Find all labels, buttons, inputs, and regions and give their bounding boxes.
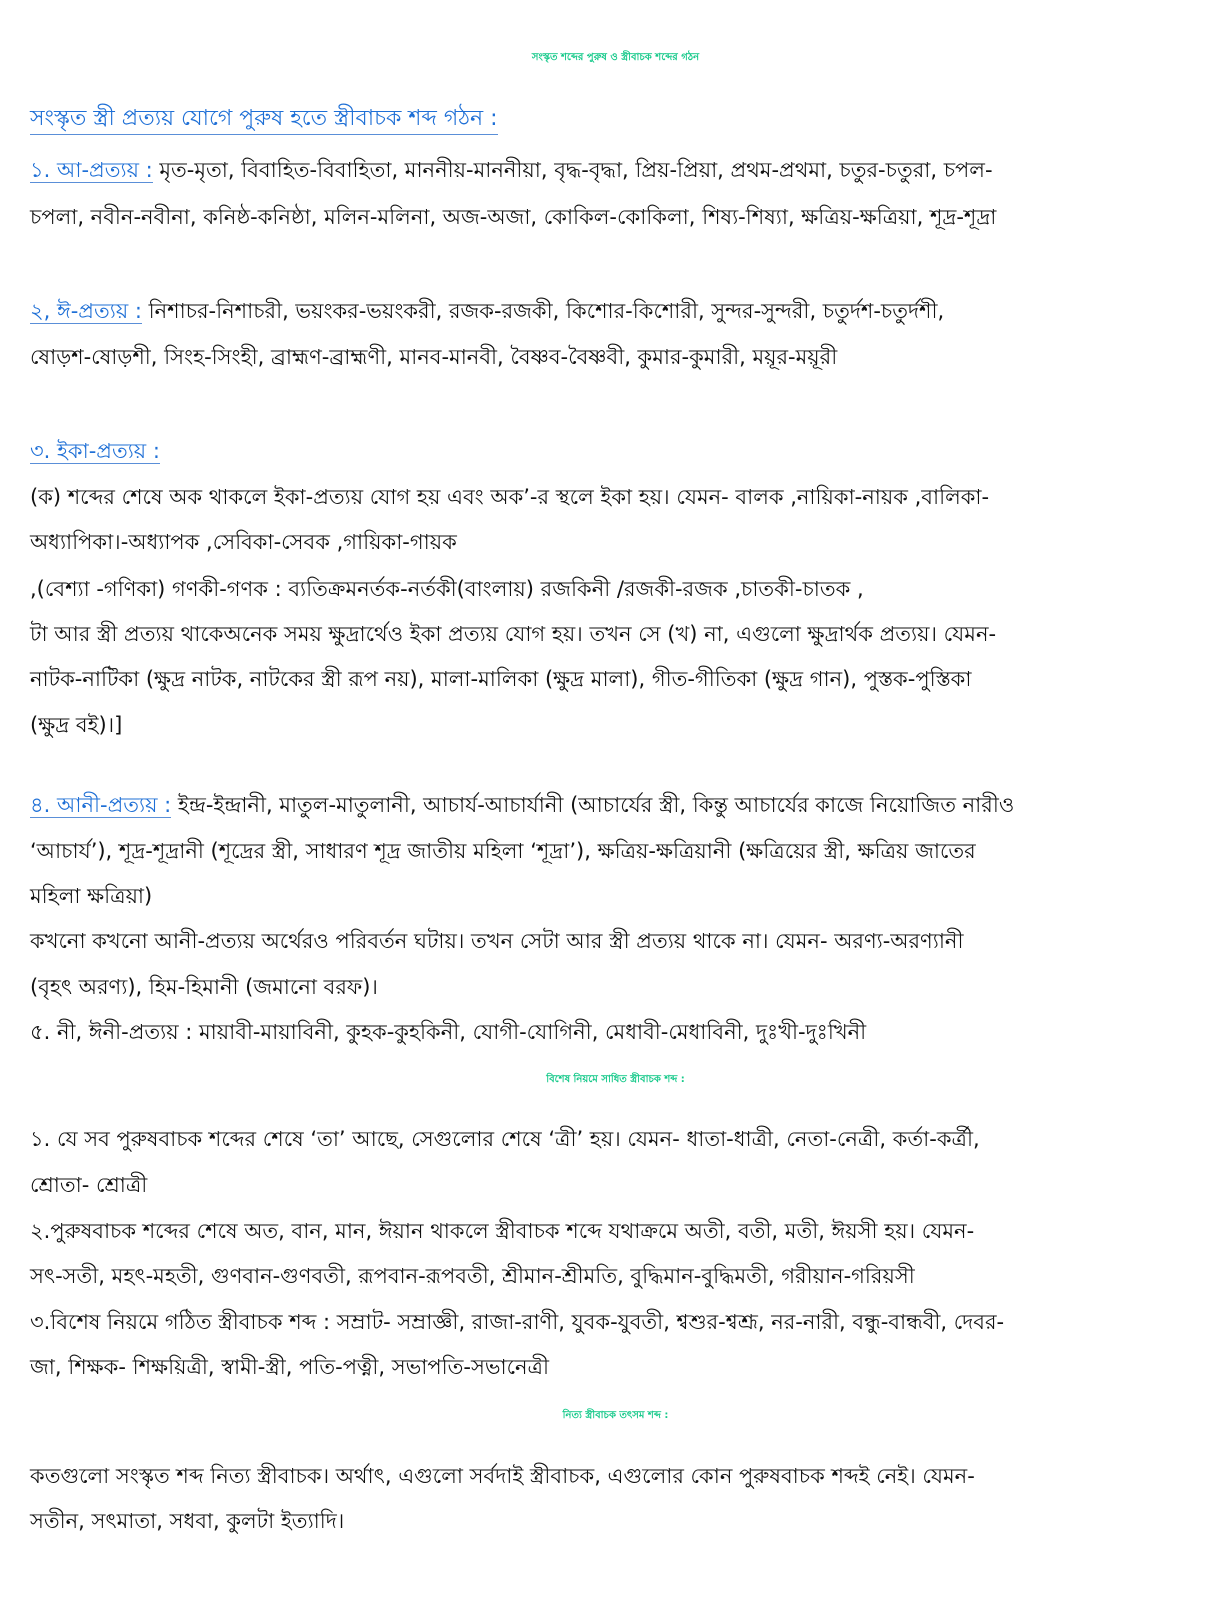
section-1-label: ১. আ-প্রত্যয় : (30, 158, 153, 182)
special-line-1: ১. যে সব পুরুষবাচক শব্দের শেষে ‘তা’ আছে, সেগুলোর শেষে ‘ত্রী’ হয়। যেমন- ধাতা-ধাত্রী, নেতা-নেত্রী, কর্তা-কর্ত্রী, (30, 1127, 980, 1151)
section-1-line-1 (30, 155, 1205, 185)
section-4-line-5: (বৃহৎ অরণ্য), হিম-হিমানী (জমানো বরফ)। (30, 975, 378, 999)
page-title: সংস্কৃত শব্দের পুরুষ ও স্ত্রীবাচক শব্দের গঠন (531, 52, 700, 63)
section-3-line-6: (ক্ষুদ্র বই)।] (30, 713, 123, 737)
section-1-line-2: চপলা, নবীন-নবীনা, কনিষ্ঠ-কনিষ্ঠা, মলিন-মলিনা, অজ-অজা, কোকিল-কোকিলা, শিষ্য-শিষ্যা, ক্ষত্রিয়-ক্ষত্রিয়া, শূদ্র-শূদ্রা (30, 205, 997, 229)
special-line-5: ৩.বিশেষ নিয়মে গঠিত স্ত্রীবাচক শব্দ : সম্রাট- সম্রাজ্ঞী, রাজা-রাণী, যুবক-যুবতী, শ্বশুর-শ্বশ্রূ, নর-নারী, বন্ধু-বান্ধবী, দেবর- (30, 1310, 1005, 1334)
special-line-4: সৎ-সতী, মহৎ-মহতী, গুণবান-গুণবতী, রূপবান-রূপবতী, শ্রীমান-শ্রীমতি, বুদ্ধিমান-বুদ্ধিমতী, গরীয়ান-গরিয়সী (30, 1264, 915, 1288)
section-3-line-1: (ক) শব্দের শেষে অক থাকলে ইকা-প্রত্যয় যোগ হয় এবং অক’-র স্থলে ইকা হয়। যেমন- বালক ,নায়িকা-নায়ক ,বালিকা- (30, 485, 990, 509)
section-3-line-5: নাটক-নাটিকা (ক্ষুদ্র নাটক, নাটকের স্ত্রী রূপ নয়), মালা-মালিকা (ক্ষুদ্র মালা), গীত-গীতিকা (ক্ষুদ্র গান), পুস্তক-পুস্তিকা (30, 667, 972, 691)
section-3-line-4: টা আর স্ত্রী প্রত্যয় থাকেঅনেক সময় ক্ষুদ্রার্থেও ইকা প্রত্যয় যোগ হয়। তখন সে (খ) না, এগুলো ক্ষুদ্রার্থক প্রত্যয়। যেমন- (30, 622, 997, 646)
section-4-line-1 (30, 790, 1205, 820)
section-4-text-1: ইন্দ্র-ইন্দ্রানী, মাতুল-মাতুলানী, আচার্য-আচার্যানী (আচার্যের স্ত্রী, কিন্তু আচার্যের কাজে নিয়োজিত নারীও (171, 793, 1015, 817)
section-4-line-3: মহিলা ক্ষত্রিয়া) (30, 884, 153, 908)
section-2-line-1 (30, 296, 1205, 326)
section-1-text-1: মৃত-মৃতা, বিবাহিত-বিবাহিতা, মাননীয়-মাননীয়া, বৃদ্ধ-বৃদ্ধা, প্রিয়-প্রিয়া, প্রথম-প্রথমা, চতুর-চতুরা, চপল- (152, 158, 993, 182)
section-2-line-2: ষোড়শ-ষোড়শী, সিংহ-সিংহী, ব্রাহ্মণ-ব্রাহ্মণী, মানব-মানবী, বৈষ্ণব-বৈষ্ণবী, কুমার-কুমারী, ময়ূর-ময়ূরী (30, 345, 838, 369)
section-4-line-4: কখনো কখনো আনী-প্রত্যয় অর্থেরও পরিবর্তন ঘটায়। তখন সেটা আর স্ত্রী প্রত্যয় থাকে না। যেমন- অরণ্য-অরণ্যানী (30, 929, 964, 953)
nitya-line-1: কতগুলো সংস্কৃত শব্দ নিত্য স্ত্রীবাচক। অর্থাৎ, এগুলো সর্বদাই স্ত্রীবাচক, এগুলোর কোন পুরুষবাচক শব্দই নেই। যেমন- (30, 1464, 975, 1488)
section-3-label: ৩. ইকা-প্রত্যয় : (30, 439, 160, 463)
section-4-label: ৪. আনী-প্রত্যয় : (30, 793, 172, 817)
section-2-text-1: নিশাচর-নিশাচরী, ভয়ংকর-ভয়ংকরী, রজক-রজকী, কিশোর-কিশোরী, সুন্দর-সুন্দরী, চতুর্দশ-চতুর্দশী, (141, 299, 945, 323)
section-2-label: ২, ঈ-প্রত্যয় : (30, 299, 142, 323)
nitya-title: নিত্য স্ত্রীবাচক তৎসম শব্দ : (562, 1410, 669, 1421)
section-3-line-2: অধ্যাপিকা।-অধ্যাপক ,সেবিকা-সেবক ,গায়িকা-গায়ক (30, 530, 457, 554)
nitya-line-2: সতীন, সৎমাতা, সধবা, কুলটা ইত্যাদি। (30, 1509, 345, 1533)
section-4-line-2: ‘আচার্য’), শূদ্র-শূদ্রানী (শূদ্রের স্ত্রী, সাধারণ শূদ্র জাতীয় মহিলা ‘শূদ্রা’), ক্ষত্রিয়-ক্ষত্রিয়ানী (ক্ষত্রিয়ের স্ত্রী, ক্ষত্রিয় জাতের (30, 839, 976, 863)
section-3-line-3: ,(বেশ্যা -গণিকা) গণকী-গণক : ব্যতিক্রমনর্তক-নর্তকী(বাংলায়) রজকিনী /রজকী-রজক ,চাতকী-চাতক , (30, 577, 864, 601)
special-line-3: ২.পুরুষবাচক শব্দের শেষে অত, বান, মান, ঈয়ান থাকলে স্ত্রীবাচক শব্দে যথাক্রমে অতী, বতী, মতী, ঈয়সী হয়। যেমন- (30, 1219, 975, 1243)
subtitle: সংস্কৃত স্ত্রী প্রত্যয় যোগে পুরুষ হতে স্ত্রীবাচক শব্দ গঠন : (30, 104, 498, 135)
section-3-heading (30, 436, 1205, 466)
special-line-2: শ্রোতা- শ্রোত্রী (30, 1173, 148, 1197)
section-5-line: ৫. নী, ঈনী-প্রত্যয় : মায়াবী-মায়াবিনী, কুহক-কুহকিনী, যোগী-যোগিনী, মেধাবী-মেধাবিনী, দুঃখী-দুঃখিনী (30, 1020, 867, 1044)
special-rules-title: বিশেষ নিয়মে সাধিত স্ত্রীবাচক শব্দ : (546, 1074, 685, 1085)
special-line-6: জা, শিক্ষক- শিক্ষয়িত্রী, স্বামী-স্ত্রী, পতি-পত্নী, সভাপতি-সভানেত্রী (30, 1355, 549, 1379)
